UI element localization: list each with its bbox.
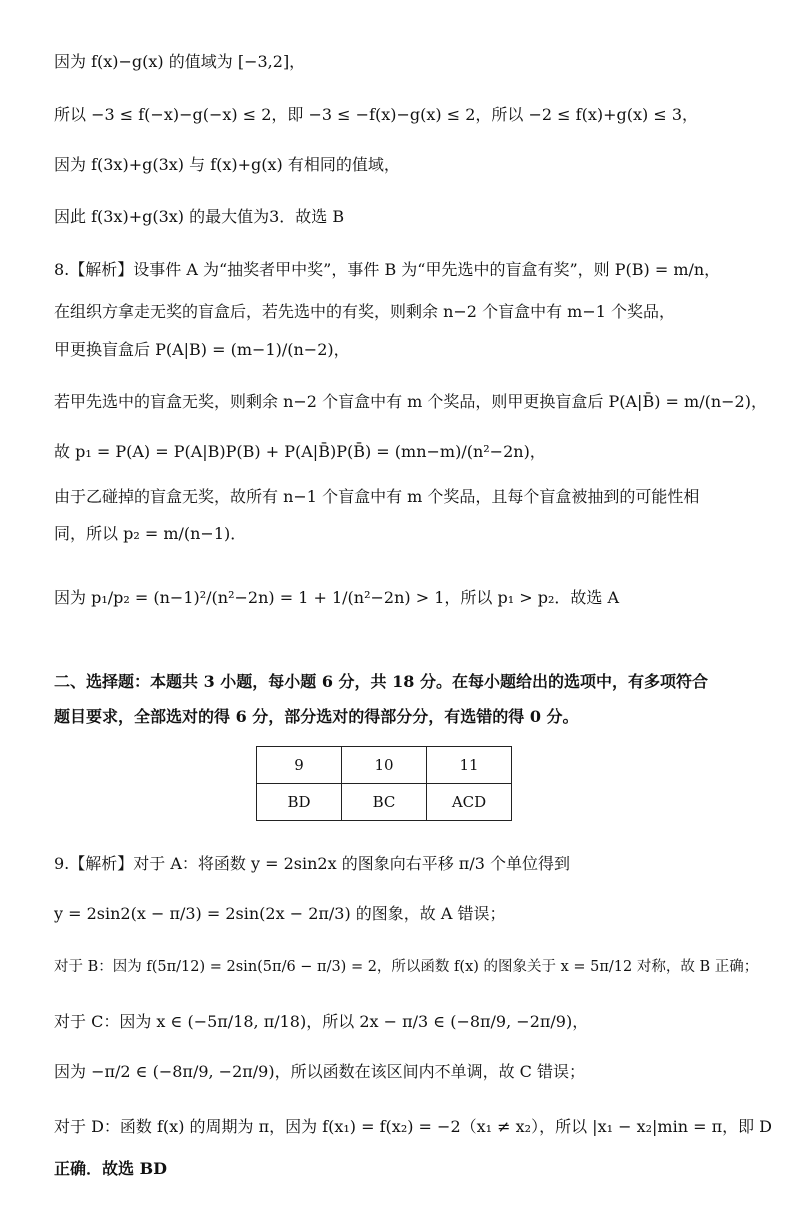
section-heading: 二、选择题：本题共 3 小题，每小题 6 分，共 18 分。在每小题给出的选项中，有多项符合 xyxy=(54,672,708,691)
table-row xyxy=(257,784,512,821)
text-line: 正确．故选 BD xyxy=(54,1159,167,1178)
text-line: 故 p₁ = P(A) = P(A|B)P(B) + P(A|B̄)P(B̄) = (mn−m)/(n²−2n)， xyxy=(54,442,546,461)
table-cell: 9 xyxy=(257,747,342,784)
text-line: 同，所以 p₂ = m/(n−1)． xyxy=(54,524,247,543)
text-line: 对于 D：函数 f(x) 的周期为 π，因为 f(x₁) = f(x₂) = −2（x₁ ≠ x₂），所以 |x₁ − x₂|min = π，即 D xyxy=(54,1117,773,1136)
text-line: 对于 C：因为 x ∈ (−5π/18, π/18)，所以 2x − π/3 ∈ (−8π/9, −2π/9)， xyxy=(54,1012,589,1031)
text-line: 因为 f(x)−g(x) 的值域为 [−3,2]， xyxy=(54,52,306,71)
text-line: 因为 −π/2 ∈ (−8π/9, −2π/9)，所以函数在该区间内不单调，故 C 错误； xyxy=(54,1062,586,1081)
text-line: 由于乙碰掉的盲盒无奖，故所有 n−1 个盲盒中有 m 个奖品，且每个盲盒被抽到的可能性相 xyxy=(54,487,700,506)
text-line: 8.【解析】设事件 A 为“抽奖者甲中奖”，事件 B 为“甲先选中的盲盒有奖”，则 P(B) = m/n， xyxy=(54,260,721,279)
text-line: 对于 B：因为 f(5π/12) = 2sin(5π/6 − π/3) = 2，所以函数 f(x) 的图象关于 x = 5π/12 对称，故 B 正确； xyxy=(54,959,759,975)
table-cell: BD xyxy=(257,784,342,821)
text-line: 因为 p₁/p₂ = (n−1)²/(n²−2n) = 1 + 1/(n²−2n) > 1，所以 p₁ > p₂．故选 A xyxy=(54,588,620,607)
text-line: 因此 f(3x)+g(3x) 的最大值为3．故选 B xyxy=(54,207,345,226)
text-line: y = 2sin2(x − π/3) = 2sin(2x − 2π/3) 的图象，故 A 错误； xyxy=(54,904,506,923)
text-line: 9.【解析】对于 A：将函数 y = 2sin2x 的图象向右平移 π/3 个单位得到 xyxy=(54,854,570,873)
table-row xyxy=(257,747,512,784)
answer-table xyxy=(256,746,512,821)
text-line: 甲更换盲盒后 P(A|B) = (m−1)/(n−2)， xyxy=(54,340,350,359)
section-heading: 题目要求，全部选对的得 6 分，部分选对的得部分分，有选错的得 0 分。 xyxy=(54,707,579,726)
table-cell: 10 xyxy=(342,747,427,784)
text-line: 若甲先选中的盲盒无奖，则剩余 n−2 个盲盒中有 m 个奖品，则甲更换盲盒后 P(A|B̄) = m/(n−2)， xyxy=(54,392,767,411)
table-cell: BC xyxy=(342,784,427,821)
table-cell: 11 xyxy=(427,747,512,784)
text-line: 所以 −3 ≤ f(−x)−g(−x) ≤ 2，即 −3 ≤ −f(x)−g(x) ≤ 2，所以 −2 ≤ f(x)+g(x) ≤ 3， xyxy=(54,105,699,124)
text-line: 在组织方拿走无奖的盲盒后，若先选中的有奖，则剩余 n−2 个盲盒中有 m−1 个奖品， xyxy=(54,302,675,321)
table-cell: ACD xyxy=(427,784,512,821)
text-line: 因为 f(3x)+g(3x) 与 f(x)+g(x) 有相同的值域， xyxy=(54,155,400,174)
